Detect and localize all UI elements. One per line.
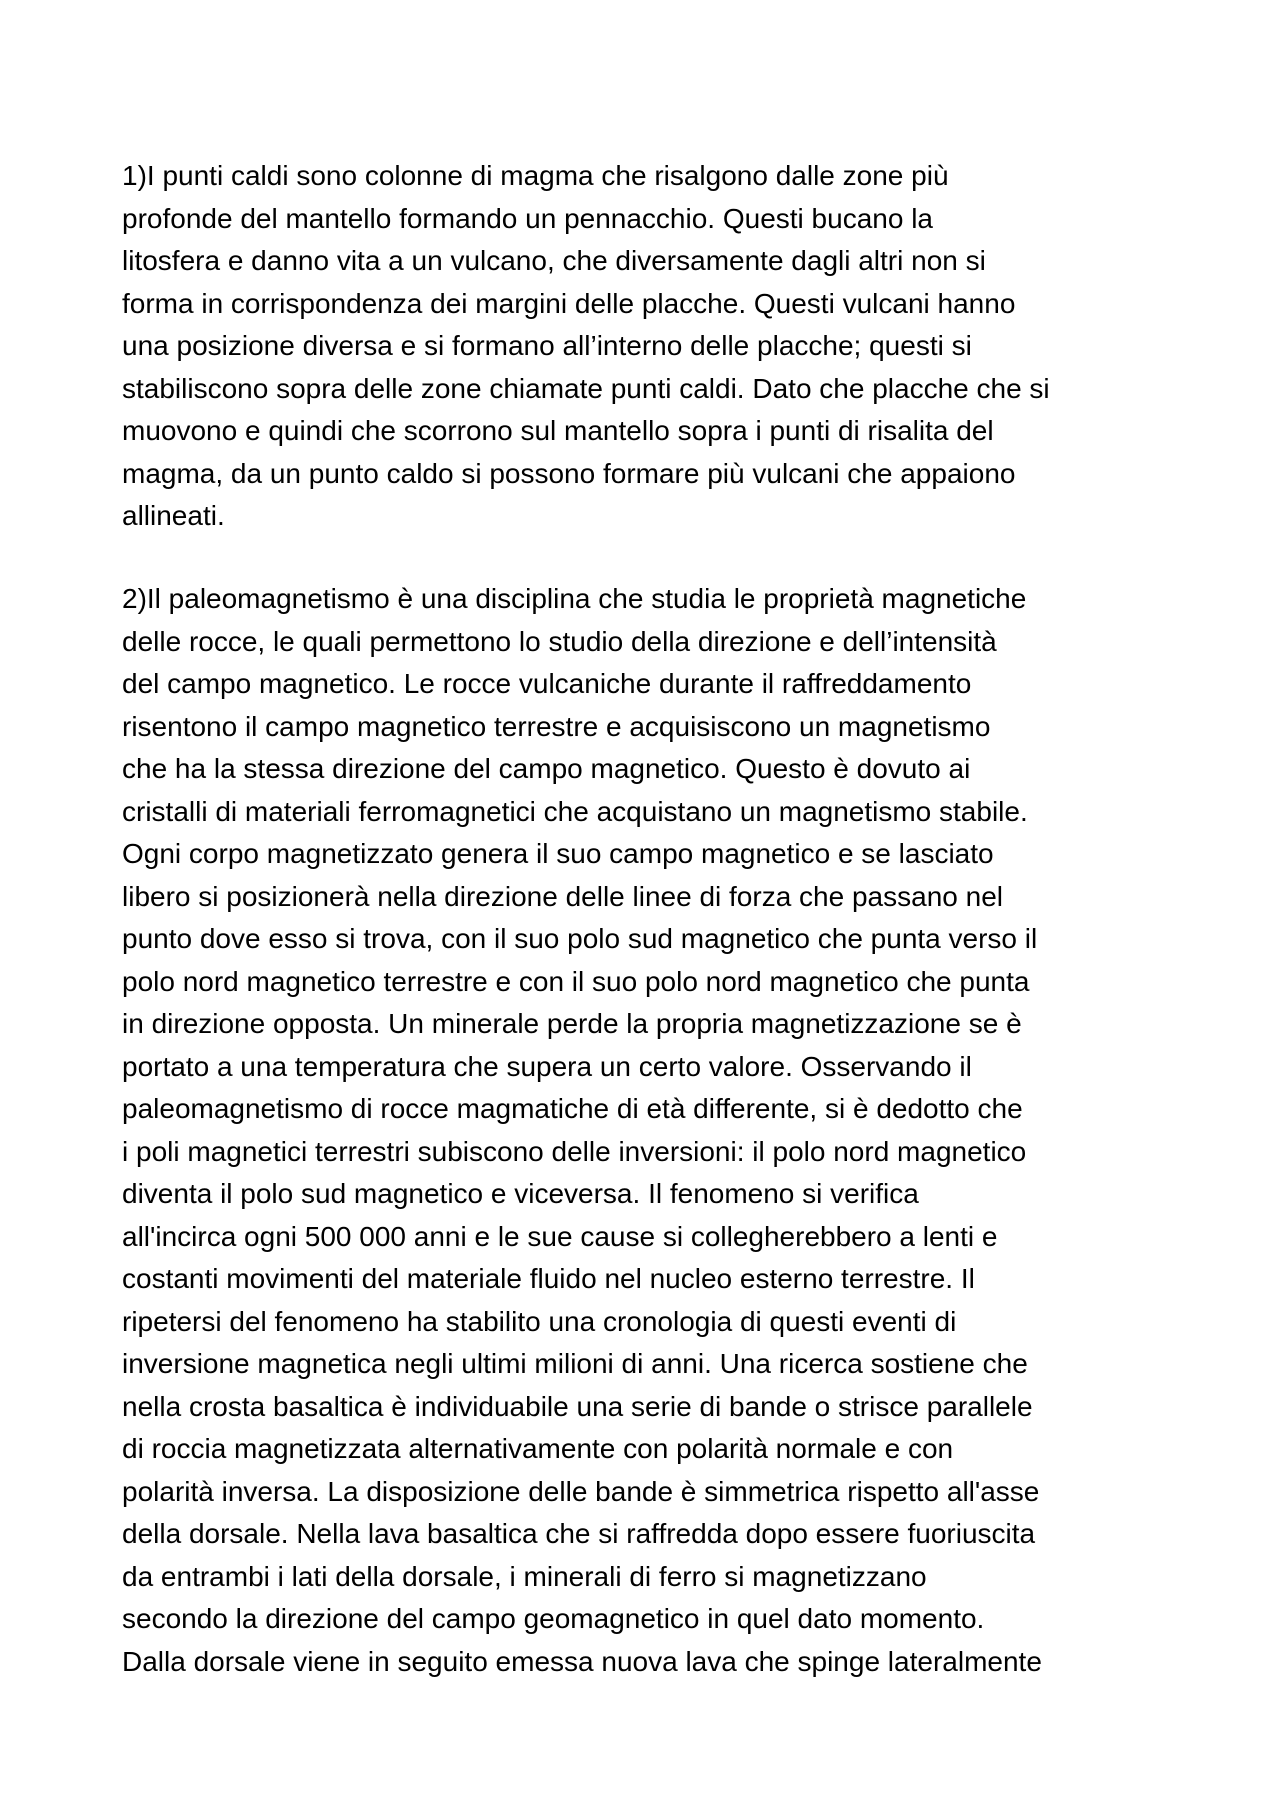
text-line: i poli magnetici terrestri subiscono delle inversioni: il polo nord magnetico — [122, 1135, 1027, 1167]
text-line: all'incirca ogni 500 000 anni e le sue cause si collegherebbero a lenti e — [122, 1220, 998, 1252]
text-line: portato a una temperatura che supera un certo valore. Osservando il — [122, 1050, 972, 1082]
text-line: costanti movimenti del materiale fluido nel nucleo esterno terrestre. Il — [122, 1263, 975, 1294]
text-line: magma, da un punto caldo si possono formare più vulcani che appaiono — [122, 457, 1016, 489]
text-line: cristalli di materiali ferromagnetici che acquistano un magnetismo stabile. — [122, 795, 1028, 827]
text-line: Dalla dorsale viene in seguito emessa nuova lava che spinge lateralmente — [122, 1645, 1042, 1677]
text-line: forma in corrispondenza dei margini delle placche. Questi vulcani hanno — [122, 287, 1016, 319]
text-line: profonde del mantello formando un pennacchio. Questi bucano la — [122, 202, 933, 234]
paragraph-1 — [122, 155, 1182, 538]
text-line: risentono il campo magnetico terrestre e acquisiscono un magnetismo — [122, 710, 991, 742]
text-line: paleomagnetismo di rocce magmatiche di età differente, si è dedotto che — [122, 1093, 1023, 1124]
text-line: polarità inversa. La disposizione delle bande è simmetrica rispetto all'asse — [122, 1475, 1040, 1507]
text-line: 1)I punti caldi sono colonne di magma che risalgono dalle zone più — [122, 160, 949, 191]
text-line: Ogni corpo magnetizzato genera il suo campo magnetico e se lasciato — [122, 838, 994, 869]
text-line: litosfera e danno vita a un vulcano, che diversamente dagli altri non si — [122, 245, 986, 276]
text-line: polo nord magnetico terrestre e con il suo polo nord magnetico che punta — [122, 965, 1030, 997]
text-line: stabiliscono sopra delle zone chiamate punti caldi. Dato che placche che si — [122, 372, 1050, 404]
text-line: nella crosta basaltica è individuabile una serie di bande o strisce parallele — [122, 1390, 1033, 1422]
text-line: allineati. — [122, 500, 225, 531]
text-line: che ha la stessa direzione del campo magnetico. Questo è dovuto ai — [122, 753, 971, 784]
text-line: diventa il polo sud magnetico e viceversa. Il fenomeno si verifica — [122, 1178, 919, 1209]
text-line: da entrambi i lati della dorsale, i minerali di ferro si magnetizzano — [122, 1560, 927, 1592]
text-line: 2)Il paleomagnetismo è una disciplina che studia le proprietà magnetiche — [122, 583, 1027, 614]
text-line: muovono e quindi che scorrono sul mantello sopra i punti di risalita del — [122, 415, 994, 446]
text-line: secondo la direzione del campo geomagnetico in quel dato momento. — [122, 1603, 985, 1634]
text-line: libero si posizionerà nella direzione delle linee di forza che passano nel — [122, 880, 1003, 912]
text-line: ripetersi del fenomeno ha stabilito una cronologia di questi eventi di — [122, 1305, 957, 1337]
text-line: in direzione opposta. Un minerale perde la propria magnetizzazione se è — [122, 1008, 1022, 1039]
text-line: di roccia magnetizzata alternativamente con polarità normale e con — [122, 1433, 954, 1464]
text-line: del campo magnetico. Le rocce vulcaniche durante il raffreddamento — [122, 668, 972, 699]
text-line: della dorsale. Nella lava basaltica che si raffredda dopo essere fuoriuscita — [122, 1518, 1036, 1549]
text-line: delle rocce, le quali permettono lo studio della direzione e dell’intensità — [122, 625, 997, 657]
paragraph-2 — [122, 578, 1182, 1683]
text-line: inversione magnetica negli ultimi milioni di anni. Una ricerca sostiene che — [122, 1348, 1028, 1379]
text-line: punto dove esso si trova, con il suo polo sud magnetico che punta verso il — [122, 923, 1038, 954]
text-line: una posizione diversa e si formano all’interno delle placche; questi si — [122, 330, 972, 361]
